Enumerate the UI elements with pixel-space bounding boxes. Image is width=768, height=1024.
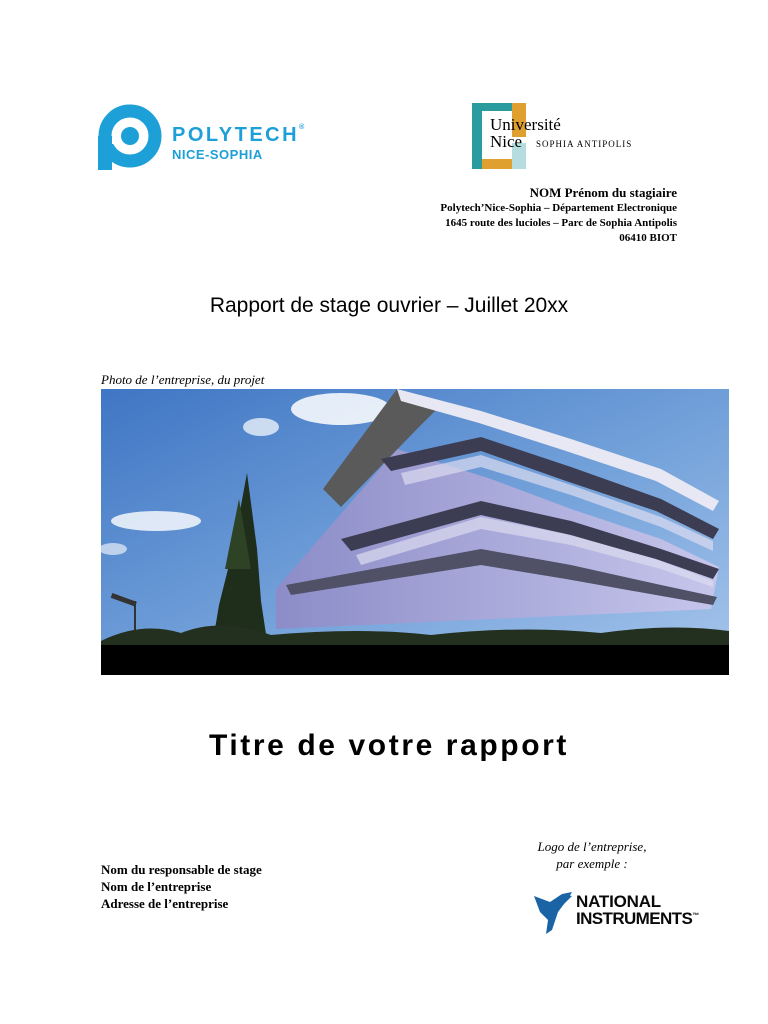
student-city: 06410 BIOT	[619, 232, 677, 244]
polytech-logo	[98, 104, 318, 170]
trademark-mark: ™	[692, 912, 700, 920]
company-address: Adresse de l’entreprise	[101, 896, 229, 911]
student-info-block	[440, 184, 677, 246]
university-line3: SOPHIA ANTIPOLIS	[536, 139, 633, 149]
national-instruments-logo	[532, 890, 722, 938]
report-title: Titre de votre rapport	[208, 729, 570, 762]
polytech-emblem-icon	[98, 104, 164, 170]
student-street: 1645 route des lucioles – Parc de Sophia Antipolis	[445, 217, 677, 229]
polytech-subtitle: NICE-SOPHIA	[172, 147, 263, 162]
company-logo-caption-line1: Logo de l’entreprise,	[537, 839, 647, 854]
polytech-name: POLYTECH	[172, 124, 300, 146]
supervisor-name: Nom du responsable de stage	[101, 862, 262, 877]
student-name: NOM Prénom du stagiaire	[529, 185, 677, 200]
university-logo	[472, 103, 642, 169]
photo-caption: Photo de l’entreprise, du projet	[101, 372, 265, 387]
company-photo	[101, 389, 729, 675]
university-line1: Université	[490, 115, 561, 134]
registered-mark: ®	[299, 124, 305, 131]
eagle-icon	[532, 890, 576, 938]
company-logo-caption-line2: par exemple :	[556, 856, 628, 871]
student-school: Polytech’Nice-Sophia – Département Electronique	[440, 202, 677, 214]
company-logo-caption	[492, 838, 692, 872]
university-line2: Nice	[490, 132, 523, 151]
company-name: Nom de l’entreprise	[101, 879, 212, 894]
company-logo-line2: INSTRUMENTS	[576, 909, 693, 928]
report-type-heading: Rapport de stage ouvrier – Juillet 20xx	[209, 294, 569, 317]
supervisor-info-block	[101, 861, 262, 912]
company-logo-line1: NATIONAL	[576, 892, 661, 911]
